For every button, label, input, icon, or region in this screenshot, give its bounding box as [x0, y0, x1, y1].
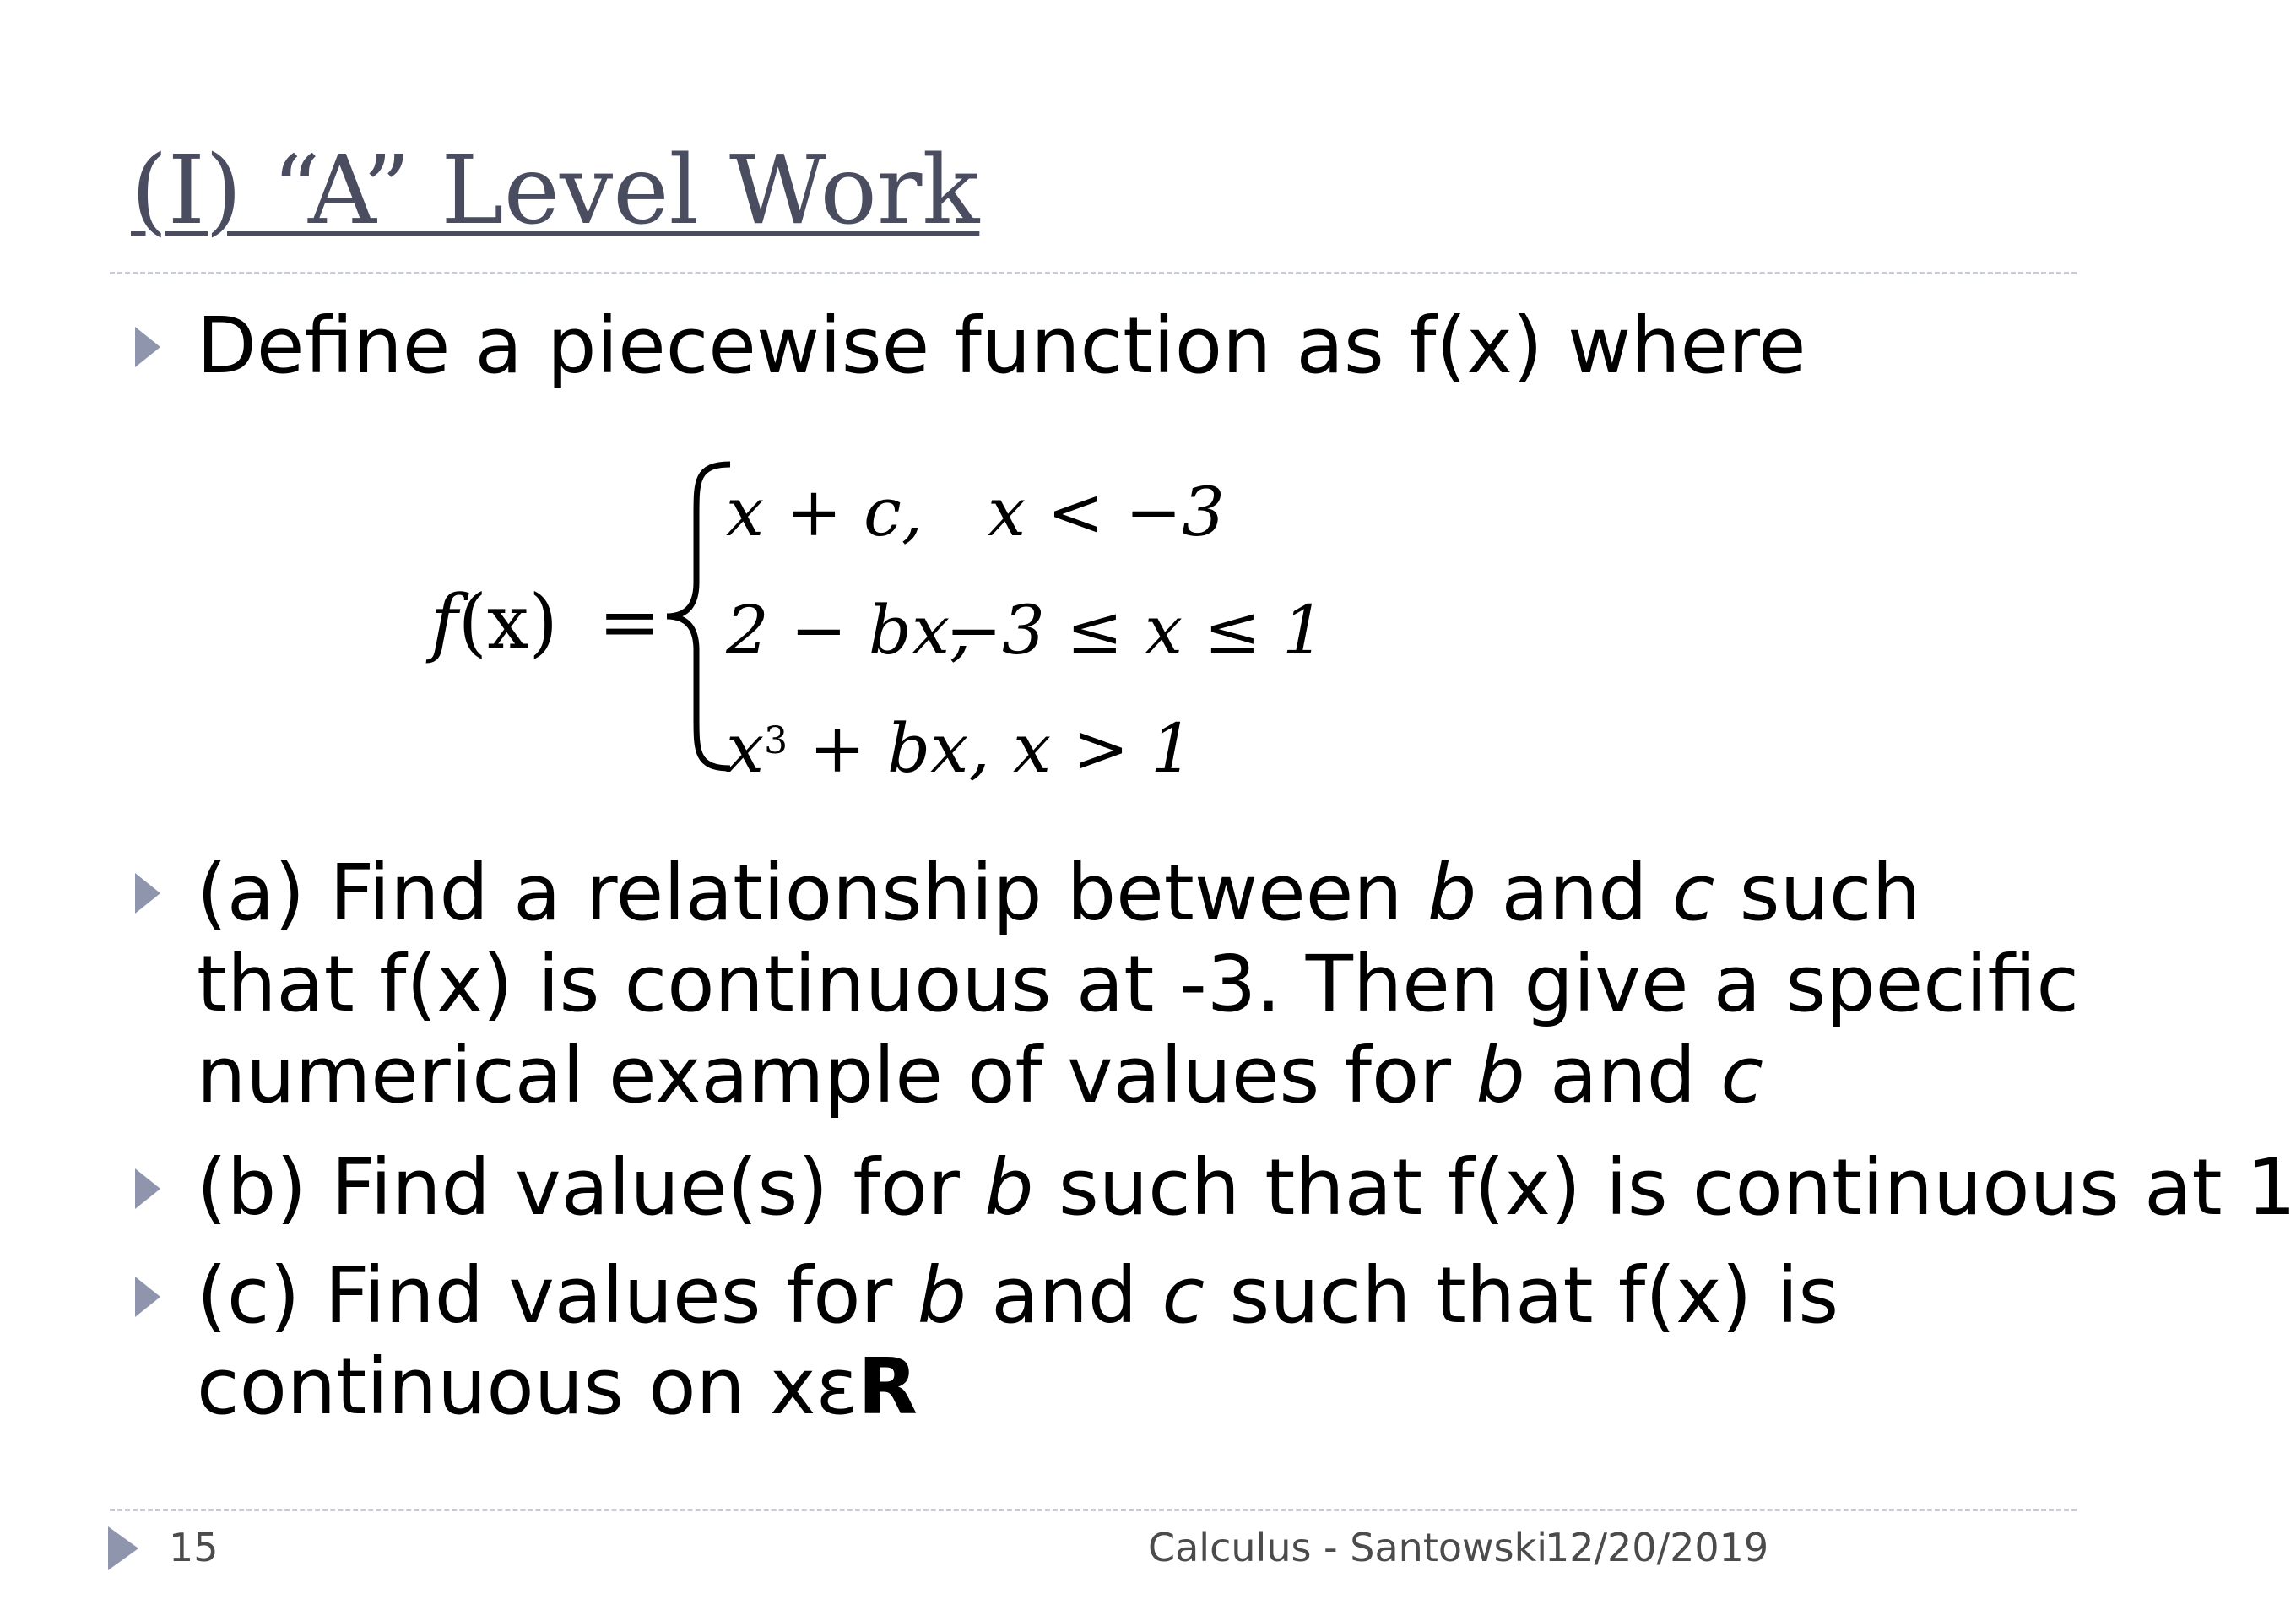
- footer-triangle-icon: [108, 1526, 138, 1570]
- question-a: (a) Find a relationship between b and c such that f(x) is continuous at -3. Then give a specific numerical example of values for b and c: [197, 848, 2079, 1120]
- function-lhs: [430, 578, 661, 665]
- question-c: (c) Find values for b and c such that f(x) is continuous on xεR: [197, 1250, 1839, 1432]
- slide-title: (I) “A” Level Work: [131, 136, 980, 246]
- bullet-arrow-icon: [135, 1168, 160, 1209]
- bullet-arrow-icon: [135, 327, 160, 367]
- bullet-arrow-icon: [135, 873, 160, 914]
- piece-1-condition: x < −3: [988, 473, 1225, 551]
- footer-course: Calculus - Santowski: [1148, 1525, 1548, 1570]
- piecewise-function: [430, 456, 1325, 788]
- title-divider: [110, 272, 2077, 274]
- piece-2-condition: −3 ≤ x ≤ 1: [945, 591, 1325, 670]
- intro-text: Define a piecewise function as f(x) where: [197, 301, 1806, 391]
- piece-3-condition: x > 1: [1013, 709, 1194, 788]
- function-name: f: [430, 578, 458, 665]
- function-argument: (x): [458, 578, 558, 665]
- page-number: 15: [169, 1525, 219, 1570]
- piece-3-expression: $x^3$ + bx,: [726, 709, 990, 788]
- footer-divider: [110, 1509, 2077, 1511]
- piece-1-expression: x + c,: [726, 473, 923, 551]
- piece-2-expression: 2 − bx,: [726, 591, 972, 670]
- bullet-arrow-icon: [135, 1277, 160, 1317]
- equals-sign: =: [598, 578, 661, 665]
- question-b: (b) Find value(s) for b such that f(x) is continuous at 1: [197, 1142, 2296, 1233]
- footer-date: 12/20/2019: [1545, 1525, 1769, 1570]
